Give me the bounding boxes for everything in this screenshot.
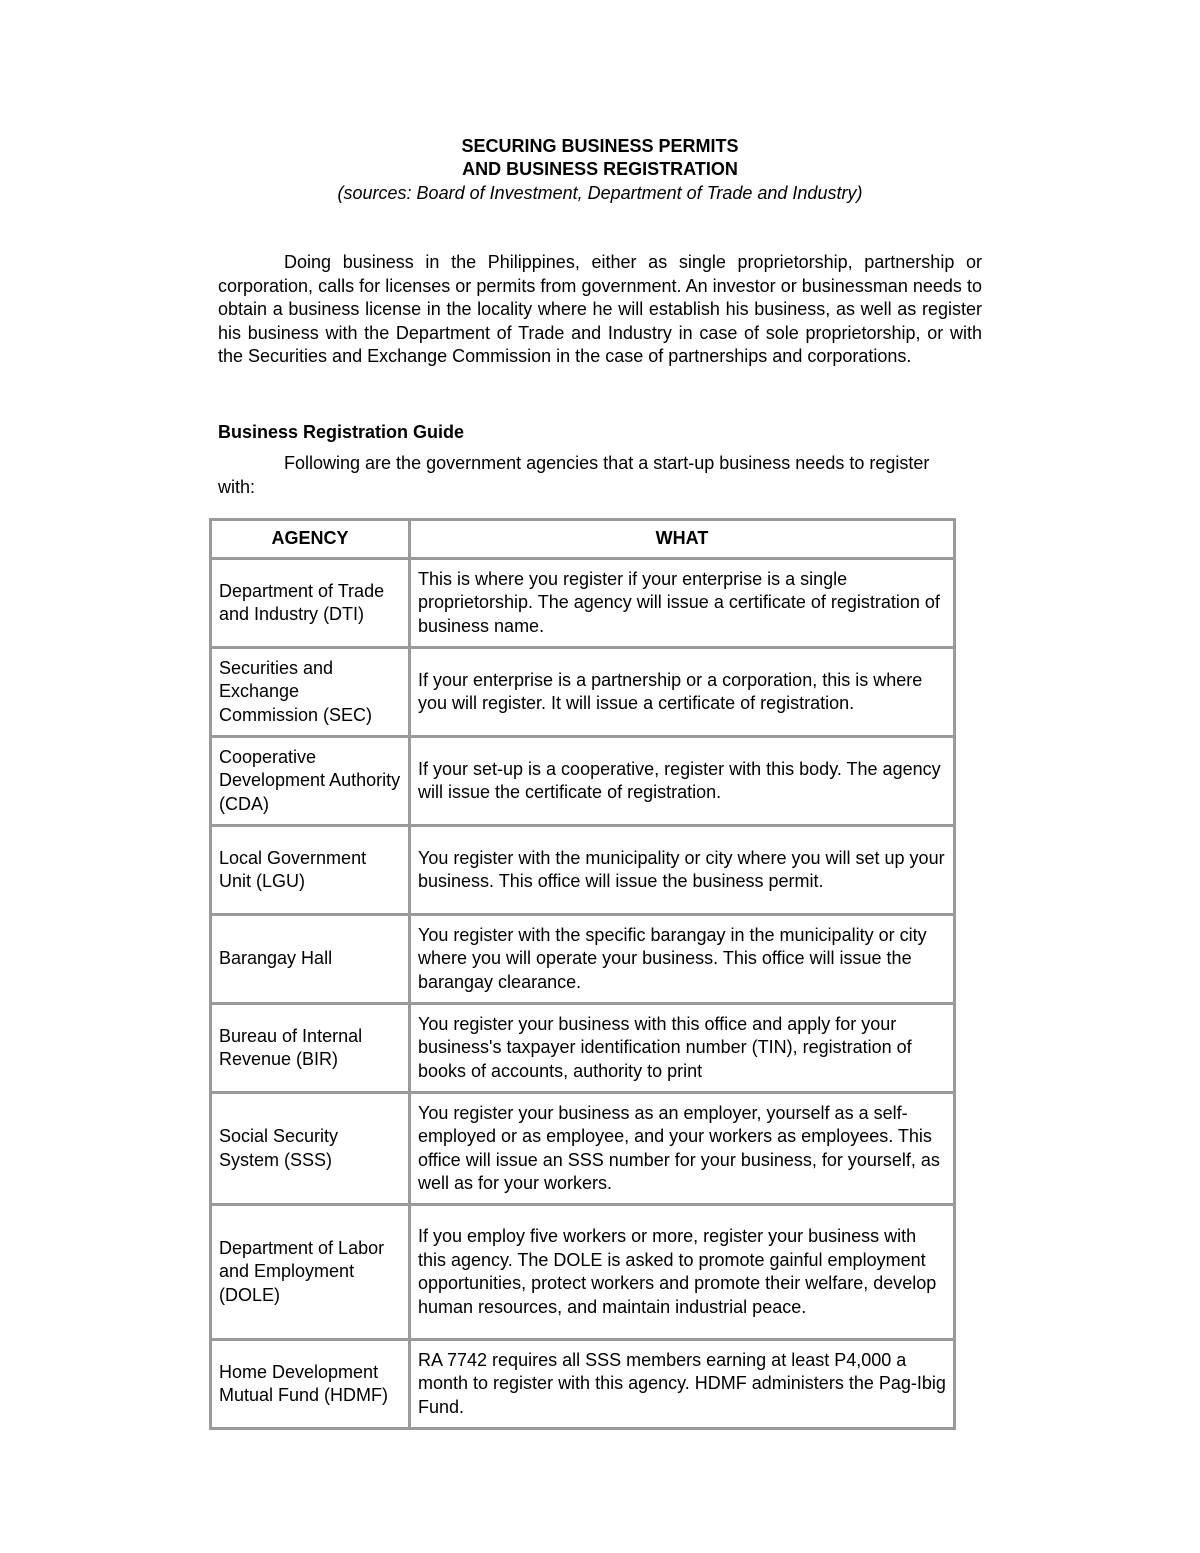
document-title-line1: SECURING BUSINESS PERMITS — [461, 136, 739, 156]
what-cell: You register with the municipality or city where you will set up your business. This office will issue the business permit. — [410, 826, 955, 915]
what-cell: You register your business with this office and apply for your business's taxpayer identification number (TIN), registration of books of accounts, authority to print — [410, 1004, 955, 1093]
agency-cell: Home Development Mutual Fund (HDMF) — [211, 1340, 410, 1429]
table-row — [211, 737, 955, 826]
agency-cell: Department of Trade and Industry (DTI) — [211, 559, 410, 648]
agency-cell: Department of Labor and Employment (DOLE) — [211, 1205, 410, 1340]
intro-paragraph: Doing business in the Philippines, either as single proprietorship, partnership or corporation, calls for licenses or permits from government. An investor or businessman needs to obtain a business license in the locality where he will establish his business, as well as register his business with the Department of Trade and Industry in case of sole proprietorship, or with the Securities and Exchange Commission in the case of partnerships and corporations. — [218, 252, 982, 367]
table-row — [211, 915, 955, 1004]
header-what: WHAT — [410, 520, 955, 559]
table-row — [211, 1205, 955, 1340]
agency-cell: Cooperative Development Authority (CDA) — [211, 737, 410, 826]
table-row — [211, 826, 955, 915]
document-title-line2: AND BUSINESS REGISTRATION — [462, 159, 738, 179]
section-heading: Business Registration Guide — [218, 422, 465, 442]
agency-table — [209, 518, 956, 1430]
what-cell: You register your business as an employer, yourself as a self-employed or as employee, and your workers as employees. This office will issue an SSS number for your business, for yourself, as well as for your workers. — [410, 1093, 955, 1205]
table-header-row — [211, 520, 955, 559]
what-cell: If you employ five workers or more, register your business with this agency. The DOLE is asked to promote gainful employment opportunities, protect workers and promote their welfare, develop human resources, and maintain industrial peace. — [410, 1205, 955, 1340]
table-row — [211, 648, 955, 737]
agency-cell: Bureau of Internal Revenue (BIR) — [211, 1004, 410, 1093]
what-cell: RA 7742 requires all SSS members earning at least P4,000 a month to register with this agency. HDMF administers the Pag-Ibig Fund. — [410, 1340, 955, 1429]
table-row — [211, 1340, 955, 1429]
document-sources: (sources: Board of Investment, Department of Trade and Industry) — [337, 183, 863, 203]
agency-cell: Social Security System (SSS) — [211, 1093, 410, 1205]
what-cell: If your enterprise is a partnership or a corporation, this is where you will register. It will issue a certificate of registration. — [410, 648, 955, 737]
agency-cell: Local Government Unit (LGU) — [211, 826, 410, 915]
section-lead: Following are the government agencies that a start-up business needs to register with: — [218, 453, 930, 497]
header-agency: AGENCY — [211, 520, 410, 559]
what-cell: If your set-up is a cooperative, register with this body. The agency will issue the certificate of registration. — [410, 737, 955, 826]
agency-cell: Securities and Exchange Commission (SEC) — [211, 648, 410, 737]
what-cell: You register with the specific barangay in the municipality or city where you will operate your business. This office will issue the barangay clearance. — [410, 915, 955, 1004]
table-row — [211, 559, 955, 648]
agency-cell: Barangay Hall — [211, 915, 410, 1004]
table-row — [211, 1004, 955, 1093]
table-row — [211, 1093, 955, 1205]
what-cell: This is where you register if your enterprise is a single proprietorship. The agency will issue a certificate of registration of business name. — [410, 559, 955, 648]
